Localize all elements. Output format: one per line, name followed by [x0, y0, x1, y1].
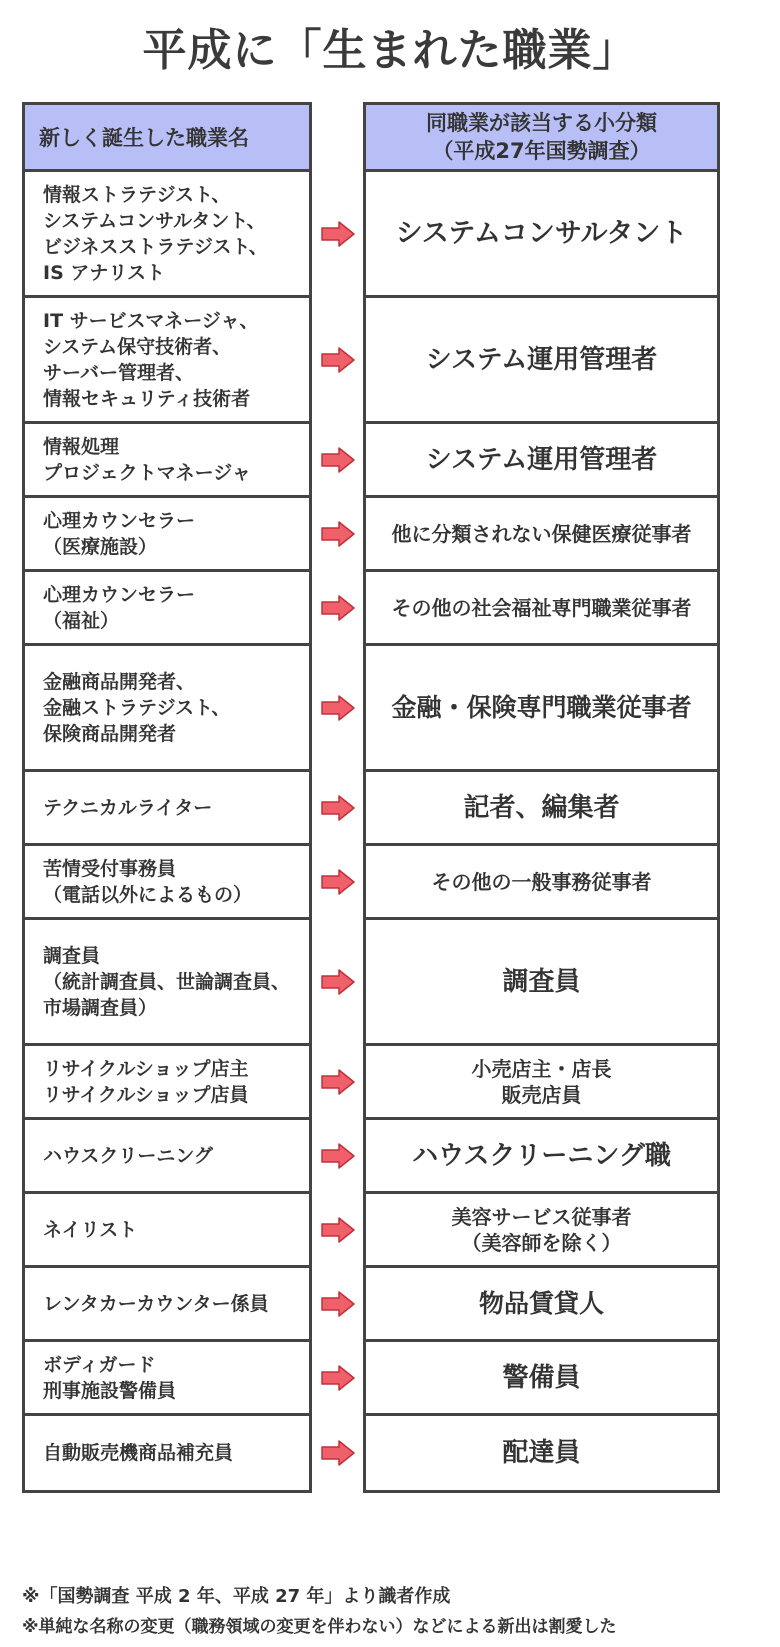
new-occupation-cell: [22, 421, 312, 498]
new-occupation-cell: [22, 495, 312, 572]
right-arrow-icon: [319, 693, 357, 723]
classification-label: 警備員: [502, 1362, 581, 1393]
classification-label: システム運用管理者: [425, 344, 658, 375]
right-arrow-icon: [319, 519, 357, 549]
new-occupation-cell: [22, 843, 312, 920]
classification-cell: [363, 643, 720, 772]
classification-cell: [363, 169, 720, 298]
classification-label: その他の一般事務従事者: [431, 869, 652, 894]
classification-label: 美容サービス従事者 （美容師を除く）: [451, 1204, 632, 1255]
classification-cell: [363, 1265, 720, 1342]
classification-cell: [363, 295, 720, 424]
right-arrow-icon: [319, 345, 357, 375]
classification-cell: [363, 1043, 720, 1120]
new-occupation-cell: [22, 1117, 312, 1194]
page-title: 平成に「生まれた職業」: [142, 25, 638, 76]
classification-cell: [363, 1413, 720, 1493]
right-arrow-icon: [319, 1141, 357, 1171]
classification-cell: [363, 569, 720, 646]
right-arrow-icon: [319, 1363, 357, 1393]
new-occupation-label: 情報処理 プロジェクトマネージャ: [43, 435, 251, 484]
classification-cell: [363, 917, 720, 1046]
new-occupation-label: IT サービスマネージャ、 システム保守技術者、 サーバー管理者、 情報セキュリティ技術者: [43, 309, 259, 410]
new-occupation-cell: [22, 1265, 312, 1342]
new-occupation-label: ネイリスト: [43, 1218, 138, 1241]
classification-label: 金融・保険専門職業従事者: [391, 693, 692, 722]
classification-label: ハウスクリーニング職: [412, 1140, 671, 1171]
new-occupation-label: 苦情受付事務員 （電話以外によるもの）: [43, 857, 253, 906]
new-occupation-cell: [22, 569, 312, 646]
classification-cell: [363, 1191, 720, 1268]
new-occupation-label: 調査員 （統計調査員、世論調査員、 市場調査員）: [43, 944, 291, 1019]
classification-label: システム運用管理者: [425, 444, 658, 475]
new-occupation-cell: [22, 917, 312, 1046]
new-occupation-cell: [22, 1043, 312, 1120]
classification-cell: [363, 495, 720, 572]
new-occupation-label: リサイクルショップ店主 リサイクルショップ店員: [43, 1057, 249, 1106]
new-occupation-label: 金融商品開発者、 金融ストラテジスト、 保険商品開発者: [43, 670, 231, 745]
right-arrow-icon: [319, 593, 357, 623]
right-arrow-icon: [319, 867, 357, 897]
new-occupation-cell: [22, 169, 312, 298]
classification-label: その他の社会福祉専門職業従事者: [391, 595, 692, 620]
classification-label: 物品賃貸人: [478, 1289, 604, 1318]
right-arrow-icon: [319, 967, 357, 997]
header-left-label: 新しく誕生した職業名: [39, 126, 249, 150]
new-occupation-cell: [22, 1413, 312, 1493]
footnote-source: ※「国勢調査 平成 2 年、平成 27 年」より識者作成: [22, 1586, 451, 1607]
right-arrow-icon: [319, 1215, 357, 1245]
right-arrow-icon: [319, 1067, 357, 1097]
footnote-omission: ※単純な名称の変更（職務領域の変更を伴わない）などによる新出は割愛した: [22, 1617, 617, 1637]
classification-label: システムコンサルタント: [395, 218, 688, 249]
right-arrow-icon: [319, 793, 357, 823]
new-occupation-label: ハウスクリーニング: [43, 1144, 214, 1167]
classification-cell: [363, 1339, 720, 1416]
new-occupation-label: 情報ストラテジスト、 システムコンサルタント、 ビジネスストラテジスト、 IS アナリスト: [43, 183, 268, 284]
right-arrow-icon: [319, 445, 357, 475]
classification-cell: [363, 421, 720, 498]
classification-label: 調査員: [502, 966, 581, 997]
classification-label: 小売店主・店長 販売店員: [471, 1056, 612, 1107]
header-left: [22, 102, 312, 172]
header-right-label: 同職業が該当する小分類 （平成27年国勢調査）: [426, 111, 657, 163]
new-occupation-label: レンタカーカウンター係員: [43, 1292, 269, 1315]
new-occupation-label: 心理カウンセラー （福祉）: [43, 583, 196, 632]
new-occupation-label: テクニカルライター: [43, 796, 213, 819]
new-occupation-cell: [22, 643, 312, 772]
header-right: [363, 102, 720, 172]
classification-cell: [363, 769, 720, 846]
right-arrow-icon: [319, 219, 357, 249]
new-occupation-cell: [22, 769, 312, 846]
classification-cell: [363, 1117, 720, 1194]
classification-label: 配達員: [502, 1438, 581, 1468]
new-occupation-cell: [22, 1339, 312, 1416]
right-arrow-icon: [319, 1289, 357, 1319]
new-occupation-label: ボディガード 刑事施設警備員: [43, 1353, 177, 1402]
classification-cell: [363, 843, 720, 920]
new-occupation-label: 心理カウンセラー （医療施設）: [43, 509, 196, 558]
new-occupation-cell: [22, 295, 312, 424]
right-arrow-icon: [319, 1438, 357, 1468]
classification-label: 記者、編集者: [463, 792, 620, 823]
classification-label: 他に分類されない保健医療従事者: [391, 521, 692, 546]
new-occupation-label: 自動販売機商品補充員: [43, 1442, 234, 1464]
new-occupation-cell: [22, 1191, 312, 1268]
